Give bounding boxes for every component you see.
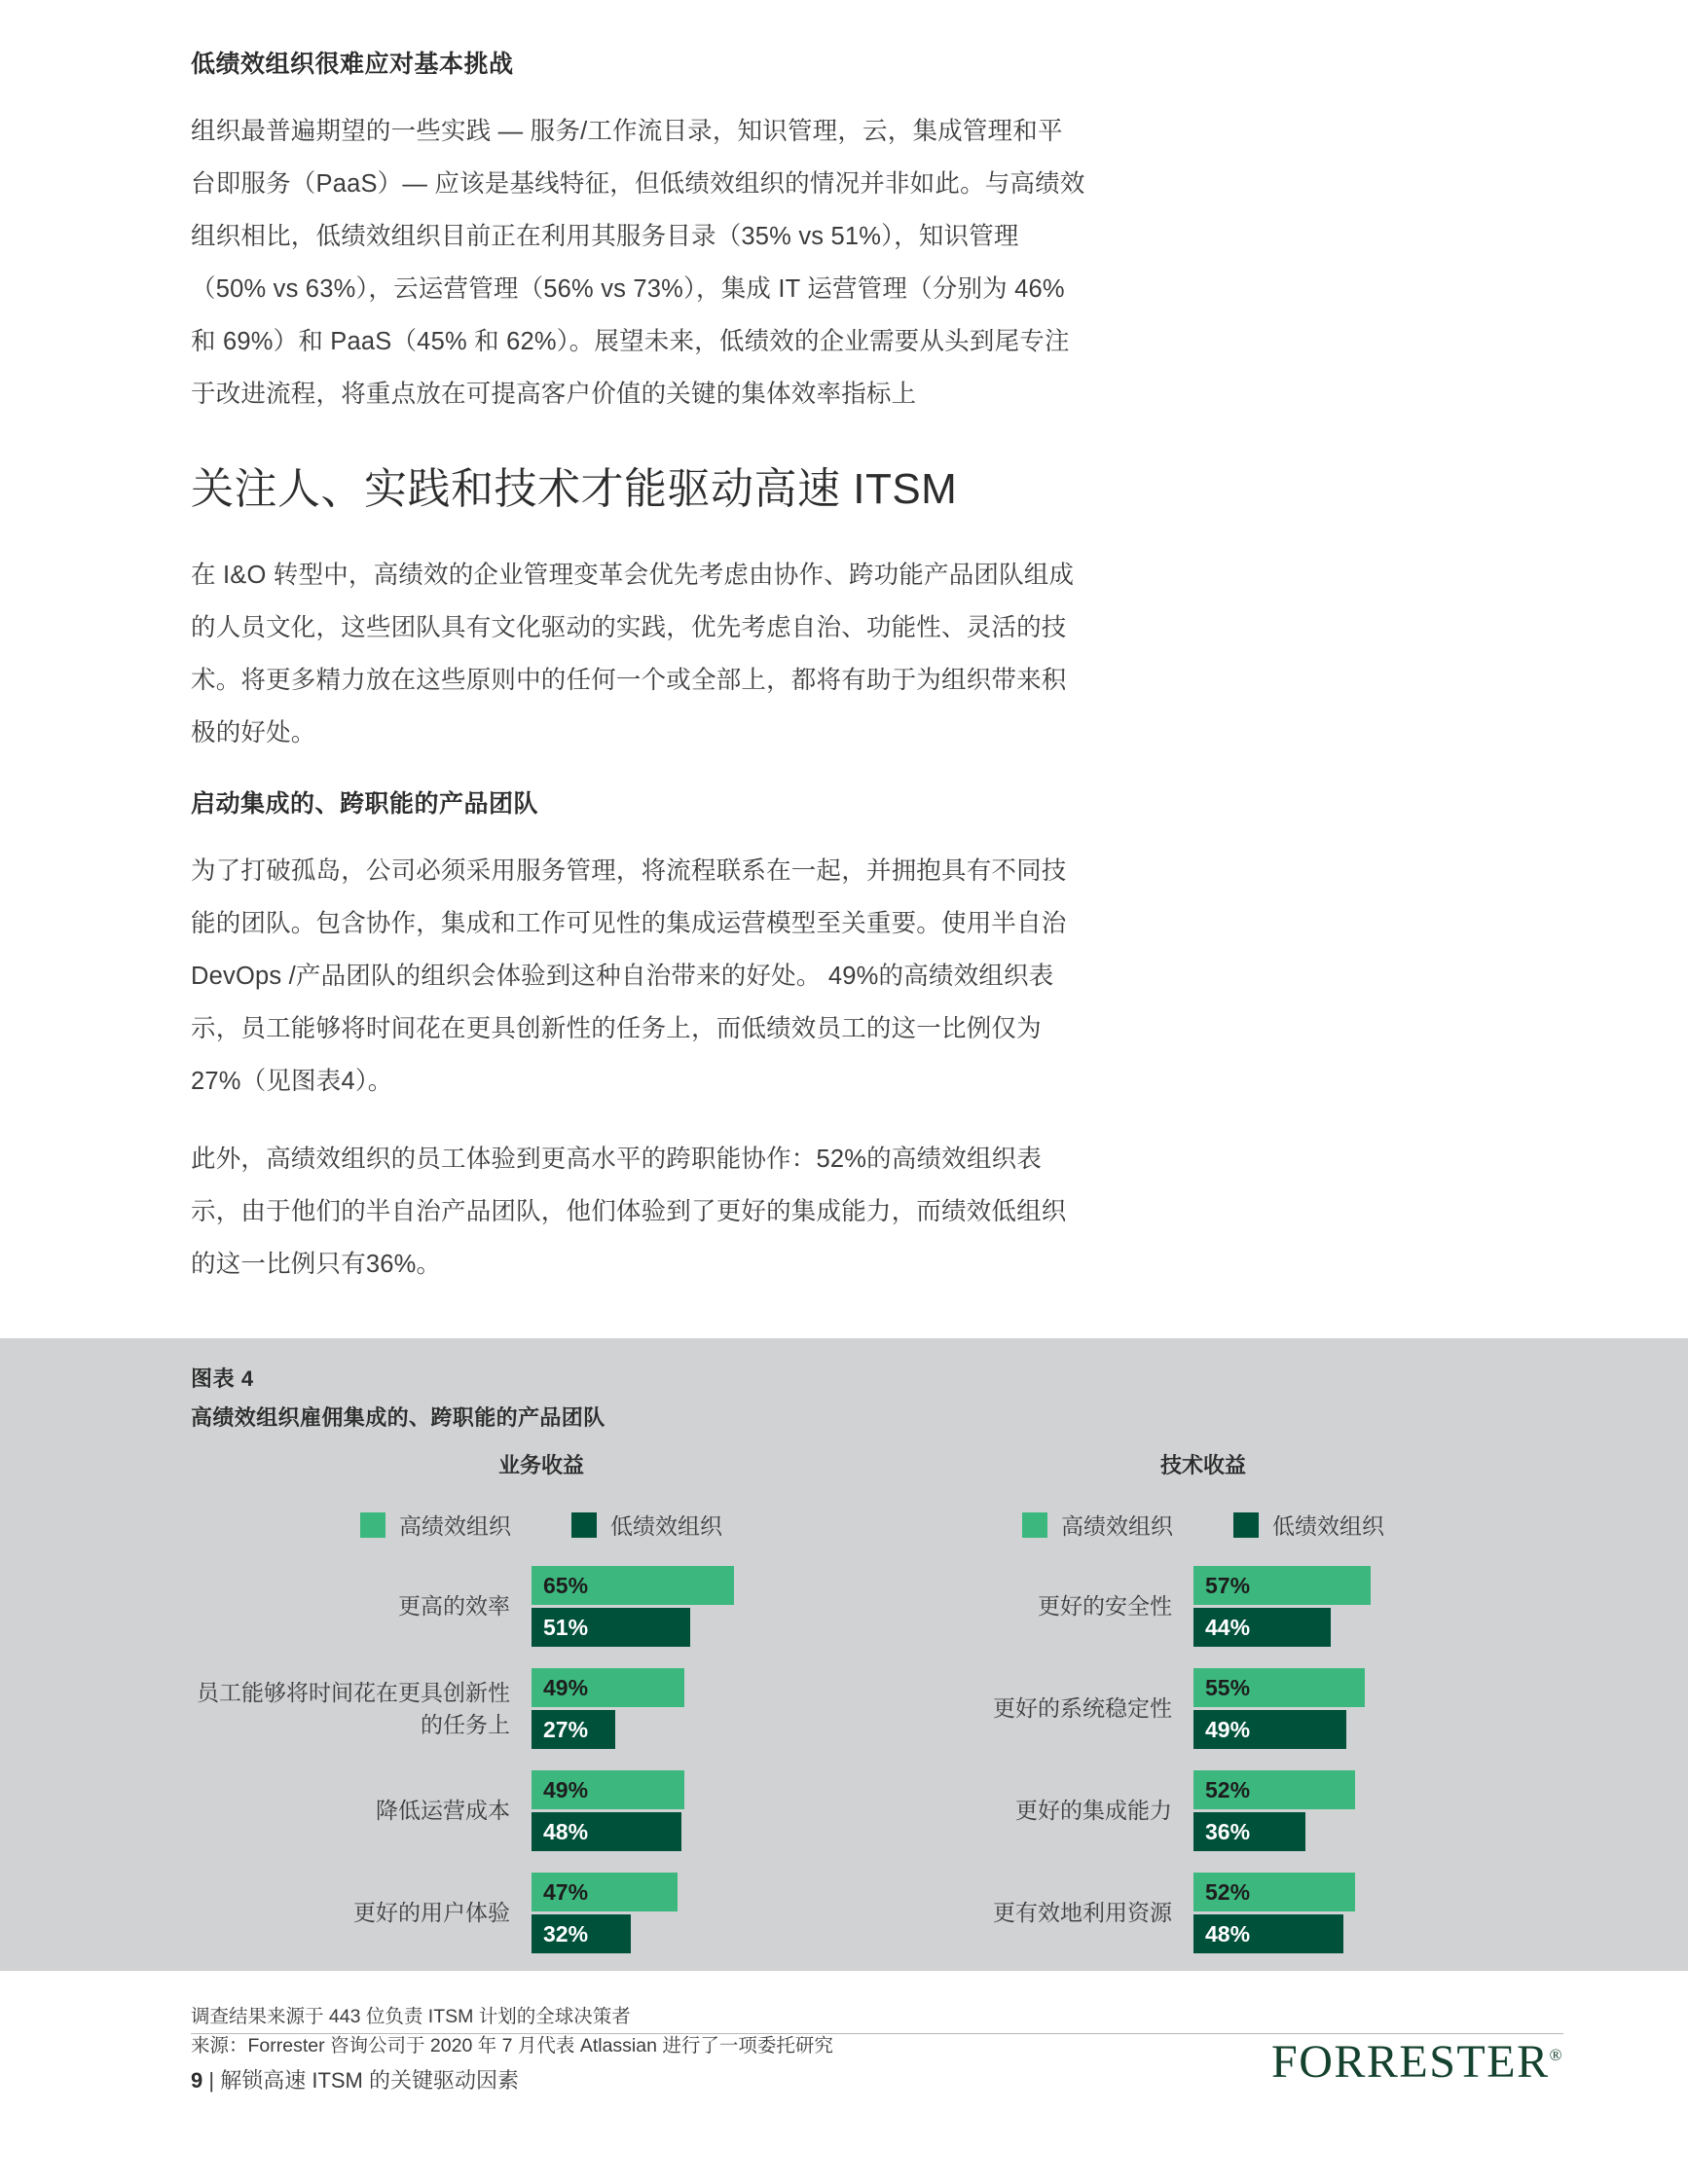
bar-category-label: 降低运营成本 — [376, 1798, 510, 1823]
bar-group — [191, 1770, 853, 1851]
bar-value-label: 48% — [543, 1818, 589, 1844]
bar-value-label: 32% — [543, 1920, 589, 1947]
footer-separator: | — [208, 2068, 215, 2093]
bar-low-performer — [1193, 1608, 1515, 1647]
chart-business-benefits — [191, 1449, 853, 1975]
bar-fill — [532, 1812, 681, 1851]
bar-category-label: 更好的系统稳定性 — [993, 1695, 1172, 1721]
bar-fill — [532, 1770, 684, 1809]
bar-value-label: 55% — [1205, 1674, 1251, 1700]
section-3-heading: 启动集成的、跨职能的产品团队 — [191, 790, 539, 818]
legend-label-low-performer: 低绩效组织 — [610, 1513, 722, 1539]
bar-low-performer — [532, 1812, 853, 1851]
bar-fill — [1193, 1608, 1331, 1647]
bar-category-label: 更好的用户体验 — [353, 1900, 510, 1925]
bar-value-label: 52% — [1205, 1878, 1251, 1905]
forrester-logo — [1271, 2035, 1563, 2089]
figure-source-line-1: 调查结果来源于 443 位负责 ITSM 计划的全球决策者 — [191, 2006, 631, 2027]
chart-technology-benefits — [853, 1449, 1515, 1975]
bar-fill — [532, 1873, 678, 1911]
bar-fill — [1193, 1914, 1343, 1953]
bar-high-performer — [1193, 1566, 1515, 1605]
figure-inner — [191, 1363, 1515, 2060]
bar-value-label: 51% — [543, 1614, 589, 1640]
bar-groups-technology — [853, 1566, 1515, 1953]
section-1-heading: 低绩效组织很难应对基本挑战 — [191, 51, 514, 78]
bar-value-label: 44% — [1205, 1614, 1251, 1640]
bar-high-performer — [532, 1873, 853, 1911]
bar-group — [191, 1668, 853, 1749]
bar-value-label: 49% — [543, 1776, 589, 1802]
registered-mark-icon: ® — [1549, 2046, 1563, 2064]
legend-swatch-high-performer — [360, 1512, 385, 1538]
bar-value-label: 65% — [543, 1572, 589, 1598]
bar-value-label: 49% — [1205, 1716, 1251, 1742]
bar-value-label: 49% — [543, 1674, 589, 1700]
section-2-paragraph: 在 I&O 转型中，高绩效的企业管理变革会优先考虑由协作、跨功能产品团队组成的人员文化，这些团队具有文化驱动的实践，优先考虑自治、功能性、灵活的技术。将更多精力放在这些原则中的任何一个或全部上，都将有助于为组织带来积极的好处。 — [191, 562, 1075, 746]
bar-high-performer — [1193, 1873, 1515, 1911]
bar-stack — [532, 1668, 853, 1749]
bar-high-performer — [1193, 1770, 1515, 1809]
figure-source-line-2: 来源：Forrester 咨询公司于 2020 年 7 月代表 Atlassian 进行了一项委托研究 — [191, 2035, 833, 2057]
bar-high-performer — [532, 1770, 853, 1809]
bar-fill — [532, 1608, 690, 1647]
bar-value-label: 27% — [543, 1716, 589, 1742]
bar-low-performer — [1193, 1710, 1515, 1749]
legend-item-high-performer — [360, 1509, 511, 1541]
bar-stack — [532, 1566, 853, 1647]
figure-title: 高绩效组织雇佣集成的、跨职能的产品团队 — [191, 1405, 605, 1430]
bar-group — [853, 1566, 1515, 1647]
bar-fill — [1193, 1770, 1355, 1809]
footer-divider — [191, 2033, 1563, 2034]
chart-title-technology: 技术收益 — [1159, 1453, 1246, 1477]
bar-group — [853, 1873, 1515, 1953]
bar-low-performer — [1193, 1812, 1515, 1851]
bar-category-label: 更好的集成能力 — [1015, 1798, 1172, 1823]
bar-group — [191, 1566, 853, 1647]
bar-value-label: 48% — [1205, 1920, 1251, 1947]
chart-legend-technology — [892, 1509, 1515, 1541]
bar-fill — [1193, 1668, 1365, 1707]
bar-stack — [1193, 1770, 1515, 1851]
legend-item-low-performer — [1233, 1509, 1384, 1541]
figure-panel — [0, 1338, 1688, 2057]
bar-fill — [1193, 1566, 1371, 1605]
bar-stack — [1193, 1873, 1515, 1953]
footer-caption — [191, 2064, 519, 2094]
legend-item-low-performer — [571, 1509, 722, 1541]
bar-fill — [532, 1914, 631, 1953]
bar-category-label: 更高的效率 — [398, 1593, 510, 1619]
bar-high-performer — [1193, 1668, 1515, 1707]
bar-low-performer — [1193, 1914, 1515, 1953]
bar-fill — [532, 1668, 684, 1707]
legend-swatch-low-performer — [1233, 1512, 1259, 1538]
bar-category-label: 更有效地利用资源 — [993, 1900, 1172, 1925]
bar-stack — [532, 1873, 853, 1953]
bar-group — [853, 1668, 1515, 1749]
bar-high-performer — [532, 1668, 853, 1707]
legend-swatch-low-performer — [571, 1512, 597, 1538]
legend-label-high-performer: 高绩效组织 — [1061, 1513, 1173, 1539]
footer-page-number: 9 — [191, 2068, 203, 2093]
forrester-wordmark: FORRESTER — [1271, 2036, 1550, 2088]
bar-fill — [1193, 1710, 1346, 1749]
legend-swatch-high-performer — [1022, 1512, 1047, 1538]
bar-value-label: 52% — [1205, 1776, 1251, 1802]
bar-fill — [532, 1566, 734, 1605]
section-1-paragraph: 组织最普遍期望的一些实践 — 服务/工作流目录，知识管理，云，集成管理和平台即服务（PaaS）— 应该是基线特征，但低绩效组织的情况并非如此。与高绩效组织相比，低绩效组织目前正在利用其服务目录（35% vs 51%），知识管理（50% vs 63%），云运营管理（56% vs 73%），集成 IT 运营管理（分别为 46% 和 69%）和 PaaS（45% 和 62%）。展望未来，低绩效的企业需要从头到尾专注于改进流程，将重点放在可提高客户价值的关键的集体效率指标上 — [191, 118, 1085, 408]
chart-legend-business — [230, 1509, 853, 1541]
charts-row — [191, 1449, 1515, 1975]
bar-group — [191, 1873, 853, 1953]
bar-fill — [1193, 1873, 1355, 1911]
bar-groups-business — [191, 1566, 853, 1953]
bar-category-label: 更好的安全性 — [1038, 1593, 1172, 1619]
bar-value-label: 36% — [1205, 1818, 1251, 1844]
bar-fill — [1193, 1812, 1305, 1851]
bar-high-performer — [532, 1566, 853, 1605]
legend-label-low-performer: 低绩效组织 — [1272, 1513, 1384, 1539]
bar-low-performer — [532, 1710, 853, 1749]
section-2-heading: 关注人、实践和技术才能驱动高速 ITSM — [191, 465, 958, 513]
bar-stack — [1193, 1668, 1515, 1749]
legend-item-high-performer — [1022, 1509, 1173, 1541]
bar-fill — [532, 1710, 615, 1749]
bar-stack — [1193, 1566, 1515, 1647]
bar-group — [853, 1770, 1515, 1851]
bar-value-label: 47% — [543, 1878, 589, 1905]
bar-category-label: 员工能够将时间花在更具创新性的任务上 — [197, 1679, 510, 1737]
chart-title-business: 业务收益 — [497, 1453, 584, 1477]
page-footer — [0, 1971, 1688, 2184]
bar-low-performer — [532, 1914, 853, 1953]
bar-stack — [532, 1770, 853, 1851]
bar-low-performer — [532, 1608, 853, 1647]
legend-label-high-performer: 高绩效组织 — [399, 1513, 511, 1539]
footer-title: 解锁高速 ITSM 的关键驱动因素 — [220, 2068, 519, 2093]
section-3-paragraph-2: 此外，高绩效组织的员工体验到更高水平的跨职能协作：52%的高绩效组织表示，由于他们的半自治产品团队，他们体验到了更好的集成能力，而绩效低组织的这一比例只有36%。 — [191, 1146, 1067, 1278]
figure-label: 图表 4 — [191, 1366, 254, 1391]
bar-value-label: 57% — [1205, 1572, 1251, 1598]
section-3-paragraph-1: 为了打破孤岛，公司必须采用服务管理，将流程联系在一起，并拥抱具有不同技能的团队。包含协作，集成和工作可见性的集成运营模型至关重要。使用半自治 DevOps /产品团队的组织会体验到这种自治带来的好处。 49%的高绩效组织表示，员工能够将时间花在更具创新性的任务上，而低绩效员工的这一比例仅为27%（见图表4）。 — [191, 857, 1067, 1095]
article-content — [191, 0, 1086, 1291]
